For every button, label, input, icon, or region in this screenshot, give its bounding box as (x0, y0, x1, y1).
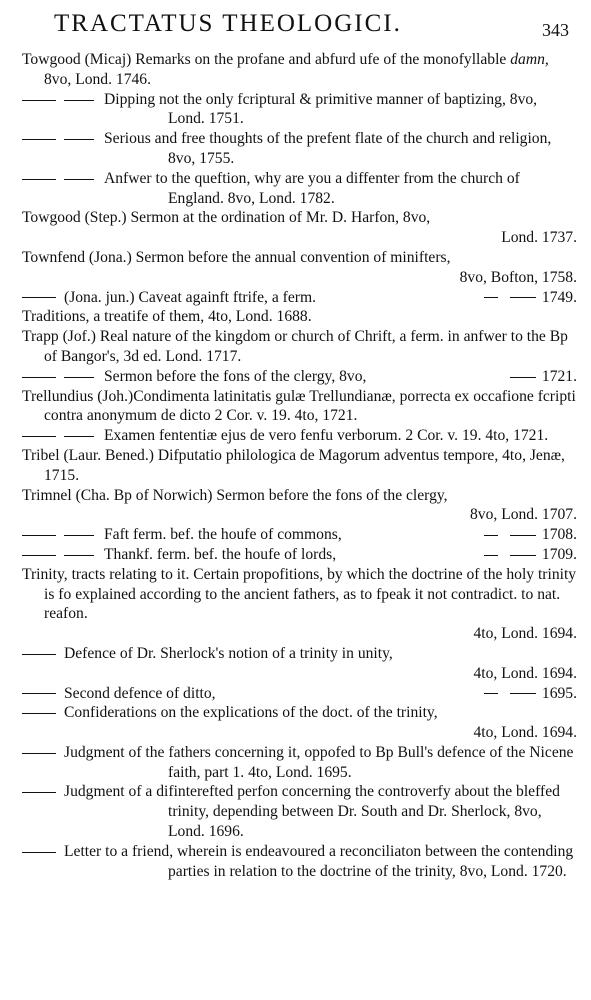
bibliography-list (0, 50, 591, 881)
ditto-dash (510, 297, 536, 298)
bibliography-entry (0, 50, 591, 90)
entry-author: Tribel (Laur. Bened.) (22, 446, 154, 464)
bibliography-entry (0, 327, 591, 367)
entry-author: Traditions, (22, 308, 90, 326)
entry-title: Second defence of ditto, (64, 684, 216, 702)
ditto-dash (64, 377, 94, 378)
ditto-dash (484, 555, 498, 556)
ditto-dash (484, 535, 498, 536)
ditto-dash (64, 436, 94, 437)
bibliography-entry (0, 248, 591, 288)
bibliography-entry (0, 565, 591, 644)
ditto-dash (22, 753, 56, 754)
ditto-dash (22, 139, 56, 140)
entry-title: Confiderations on the explications of the doct. of the trinity, (64, 704, 438, 722)
entry-title: Judgment of the fathers concerning it, oppofed to Bp Bull's defence of the Nicene faith, part 1. 4to, Lond. 1695. (64, 743, 574, 781)
entry-title: Sermon at the ordination of Mr. D. Harfon, 8vo, (130, 209, 431, 227)
bibliography-entry (0, 367, 591, 387)
ditto-dash (22, 713, 56, 714)
entry-date: 1695. (541, 684, 577, 702)
bibliography-entry (0, 90, 591, 130)
entry-title: Remarks on the profane and abfurd ufe of the monofyllable (135, 51, 507, 68)
entry-title: Condimenta latinitatis gulæ Trellundianæ, porrecta ex occafione fcripti contra anonymum de dicto 2 Cor. v. 19. 4to, 1721. (44, 387, 576, 425)
ditto-dash (484, 297, 498, 298)
entry-author: Towgood (Step.) (22, 209, 127, 227)
entry-title: Faft ferm. bef. the houfe of commons, (104, 526, 342, 544)
ditto-dash (510, 555, 536, 556)
entry-title: Sermon before the fons of the clergy, 8vo, (104, 367, 367, 385)
entry-date: 1708. (541, 526, 577, 544)
entry-title: Sermon before the annual convention of minifters, (135, 248, 451, 266)
entry-title: Serious and free thoughts of the prefent flate of the church and religion, 8vo, 1755. (104, 130, 552, 167)
entry-imprint: 8vo, Bofton, 1758. (459, 268, 577, 286)
entry-date: 1749. (541, 288, 577, 306)
ditto-dash (22, 179, 56, 180)
ditto-dash (22, 297, 56, 298)
ditto-dash (22, 792, 56, 793)
bibliography-entry (0, 288, 591, 308)
bibliography-entry (0, 703, 591, 743)
ditto-dash (64, 179, 94, 180)
ditto-dash (510, 377, 536, 378)
entry-author: Trapp (Jof.) (22, 328, 96, 346)
bibliography-entry (0, 644, 591, 684)
ditto-dash (64, 535, 94, 536)
bibliography-entry (0, 208, 591, 248)
entry-date: 1709. (541, 545, 577, 563)
entry-author: Townfend (Jona.) (22, 248, 132, 266)
entry-imprint: 4to, Lond. 1694. (473, 625, 577, 643)
ditto-dash (510, 535, 536, 536)
ditto-dash (22, 693, 56, 694)
entry-author: Towgood (Micaj) (22, 51, 132, 68)
entry-title: Defence of Dr. Sherlock's notion of a trinity in unity, (64, 644, 393, 662)
entry-title: a treatife of them, 4to, Lond. 1688. (93, 308, 312, 326)
entry-title: Sermon before the fons of the clergy, (216, 486, 448, 504)
entry-author: Trellundius (Joh.) (22, 387, 134, 405)
entry-date-group (504, 367, 577, 387)
entry-title: Examen fententiæ ejus de vero fenfu verborum. 2 Cor. v. 19. 4to, 1721. (104, 427, 549, 445)
bibliography-entry (0, 525, 591, 545)
entry-title: Anfwer to the queftion, why are you a diffenter from the church of England. 8vo, Lond. 1782. (104, 169, 520, 207)
ditto-dash (22, 436, 56, 437)
entry-title: Judgment of a difinterefted perfon concerning the controverfy about the bleffed trinity, depending between Dr. South and Dr. Sherlock, 8vo, Lond. 1696. (64, 783, 560, 841)
entry-imprint: 4to, Lond. 1694. (473, 664, 577, 682)
bibliography-entry (0, 426, 591, 446)
ditto-dash (22, 535, 56, 536)
bibliography-entry (0, 129, 591, 169)
ditto-dash (64, 555, 94, 556)
entry-title-italic: damn, (510, 51, 549, 68)
ditto-dash (22, 555, 56, 556)
entry-title: Real nature of the kingdom or church of Chrift, a ferm. in anfwer to the Bp of Bangor's, 3d ed. Lond. 1717. (44, 328, 568, 365)
ditto-dash (510, 693, 536, 694)
ditto-dash (484, 693, 498, 694)
bibliography-entry (0, 387, 591, 427)
entry-imprint: 4to, Lond. 1694. (473, 724, 577, 742)
bibliography-entry (0, 782, 591, 841)
bibliography-entry (0, 743, 591, 783)
entry-date-group (478, 288, 577, 308)
bibliography-entry (0, 307, 591, 327)
entry-date: 1721. (541, 367, 577, 385)
page-header (0, 8, 591, 42)
bibliography-entry (0, 842, 591, 882)
ditto-dash (22, 377, 56, 378)
entry-imprint: 8vo, Lond. 1707. (470, 506, 577, 524)
entry-author: Trinity, (22, 565, 68, 583)
entry-title: tracts relating to it. Certain propofitions, by which the doctrine of the holy trinity is fo explained according to the ancient fathers, as to fpeak it not contradict. to nat. reafon. (44, 565, 577, 623)
entry-title: Difputatio philologica de Magorum adventus tempore, 4to, Jenæ, 1715. (44, 446, 565, 484)
ditto-dash (22, 852, 56, 853)
entry-imprint: 8vo, Lond. 1746. (44, 70, 151, 88)
bibliography-entry (0, 684, 591, 704)
entry-date-group (478, 525, 577, 545)
running-head: TRACTATUS THEOLOGICI. (54, 10, 402, 37)
entry-author: Trimnel (Cha. Bp of Norwich) (22, 486, 213, 504)
bibliography-entry (0, 169, 591, 209)
ditto-dash (22, 654, 56, 655)
entry-date-group (478, 684, 577, 704)
ditto-dash (64, 100, 94, 101)
page-number: 343 (542, 20, 569, 40)
entry-title: Letter to a friend, wherein is endeavoured a reconciliaton between the contending parties in relation to the doctrine of the trinity, 8vo, Lond. 1720. (64, 842, 574, 880)
entry-title: Thankf. ferm. bef. the houfe of lords, (104, 545, 337, 563)
ditto-dash (22, 100, 56, 101)
entry-title: Dipping not the only fcriptural & primitive manner of baptizing, 8vo, Lond. 1751. (104, 90, 538, 128)
entry-title: (Jona. jun.) Caveat againft ftrife, a ferm. (64, 288, 316, 306)
bibliography-entry (0, 545, 591, 565)
bibliography-entry (0, 486, 591, 526)
bibliography-entry (0, 446, 591, 486)
entry-imprint: Lond. 1737. (501, 229, 577, 247)
entry-date-group (478, 545, 577, 565)
ditto-dash (64, 139, 94, 140)
